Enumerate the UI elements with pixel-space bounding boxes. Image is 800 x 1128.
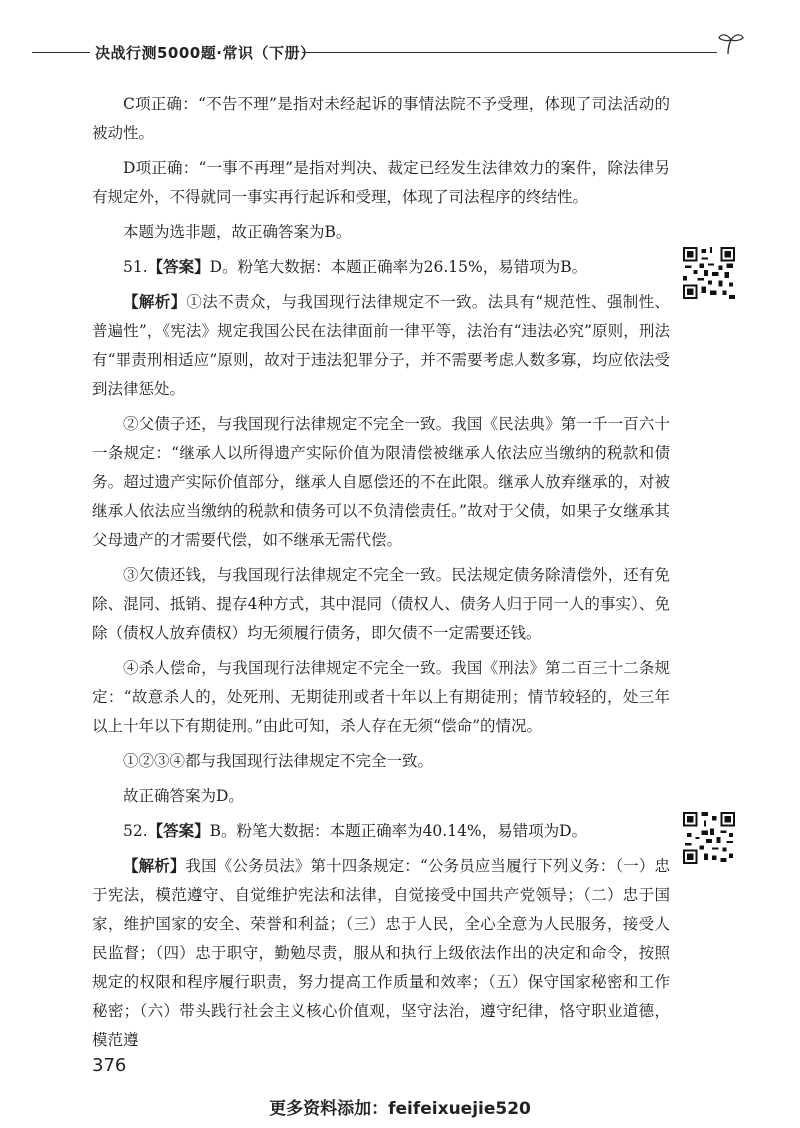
page-body <box>92 90 670 1061</box>
footer-contact-note: 更多资料添加：feifeixuejie520 <box>269 1099 531 1119</box>
q52-analysis-1-text: 我国《公务员法》第十四条规定：“公务员应当履行下列义务：（一）忠于宪法，模范遵守、自觉维护宪法和法律，自觉接受中国共产党领导；（二）忠于国家，维护国家的安全、荣誉和利益；（三）忠于人民，全心全意为人民服务，接受人民监督；（四）忠于职守，勤勉尽责，服从和执行上级依法作出的决定和命令，按照规定的权限和程序履行职责，努力提高工作质量和效率；（五）保守国家秘密和工作秘密；（六）带头践行社会主义核心价值观，坚守法治，遵守纪律，恪守职业道德，模范遵 <box>92 857 670 1049</box>
q51-analysis-1-text: ①法不责众，与我国现行法律规定不一致。法具有“规范性、强制性、普遍性”，《宪法》规定我国公民在法律面前一律平等，法治有“违法必究”原则，刑法有“罪责刑相适应”原则，故对于违法犯罪分子，并不需要考虑人数多寡，均应依法受到法律惩处。 <box>92 293 670 398</box>
qr-code-icon[interactable] <box>683 247 735 299</box>
analysis-tag: 【解析】 <box>123 293 187 311</box>
q51-analysis-2: ②父债子还，与我国现行法律规定不完全一致。我国《民法典》第一千一百六十一条规定：“继承人以所得遗产实际价值为限清偿被继承人依法应当缴纳的税款和债务。超过遗产实际价值部分，继承人自愿偿还的不在此限。继承人放弃继承的，对被继承人依法应当缴纳的税款和债务可以不负清偿责任。”故对于父债，如果子女继承其父母遗产的才需要代偿，如不继承无需代偿。 <box>92 415 670 549</box>
q51-summary: ①②③④都与我国现行法律规定不完全一致。 <box>123 752 434 770</box>
q51-conclusion: 故正确答案为D。 <box>123 787 244 805</box>
page-number: 376 <box>92 1055 127 1076</box>
qr-code-icon[interactable] <box>683 812 735 864</box>
q51-analysis-1 <box>92 288 670 404</box>
option-c-explanation: C项正确：“不告不理”是指对未经起诉的事情法院不予受理，体现了司法活动的被动性。 <box>92 95 670 142</box>
answer-tag: 【答案】 <box>147 822 210 840</box>
q52-answer-text: B。粉笔大数据：本题正确率为40.14%，易错项为D。 <box>209 822 588 840</box>
sprout-icon <box>716 30 746 60</box>
book-title: 决战行测5000题·常识（下册） <box>95 44 316 62</box>
option-d-explanation: D项正确：“一事不再理”是指对判决、裁定已经发生法律效力的案件，除法律另有规定外，不得就同一事实再行起诉和受理，体现了司法程序的终结性。 <box>92 159 670 206</box>
q52-analysis-1 <box>92 852 670 1055</box>
q50-conclusion: 本题为选非题，故正确答案为B。 <box>123 223 352 241</box>
q51-answer <box>92 253 670 282</box>
running-header <box>0 30 800 70</box>
q51-analysis-4: ④杀人偿命，与我国现行法律规定不完全一致。我国《刑法》第二百三十二条规定：“故意杀人的，处死刑、无期徒刑或者十年以上有期徒刑；情节较轻的，处三年以上十年以下有期徒刑。”由此可知，杀人存在无须“偿命”的情况。 <box>92 659 670 735</box>
header-rule-left <box>32 52 90 53</box>
q51-number: 51. <box>123 258 148 276</box>
answer-tag: 【答案】 <box>147 258 210 276</box>
header-rule-right <box>302 52 717 53</box>
q52-answer <box>92 817 670 846</box>
q52-number: 52. <box>123 822 148 840</box>
q51-analysis-3: ③欠债还钱，与我国现行法律规定不完全一致。民法规定债务除清偿外，还有免除、混同、抵销、提存4种方式，其中混同（债权人、债务人归于同一人的事实）、免除（债权人放弃债权）均无须履行债务，即欠债不一定需要还钱。 <box>92 566 670 642</box>
analysis-tag: 【解析】 <box>123 857 186 875</box>
q51-answer-text: D。粉笔大数据：本题正确率为26.15%，易错项为B。 <box>209 258 588 276</box>
